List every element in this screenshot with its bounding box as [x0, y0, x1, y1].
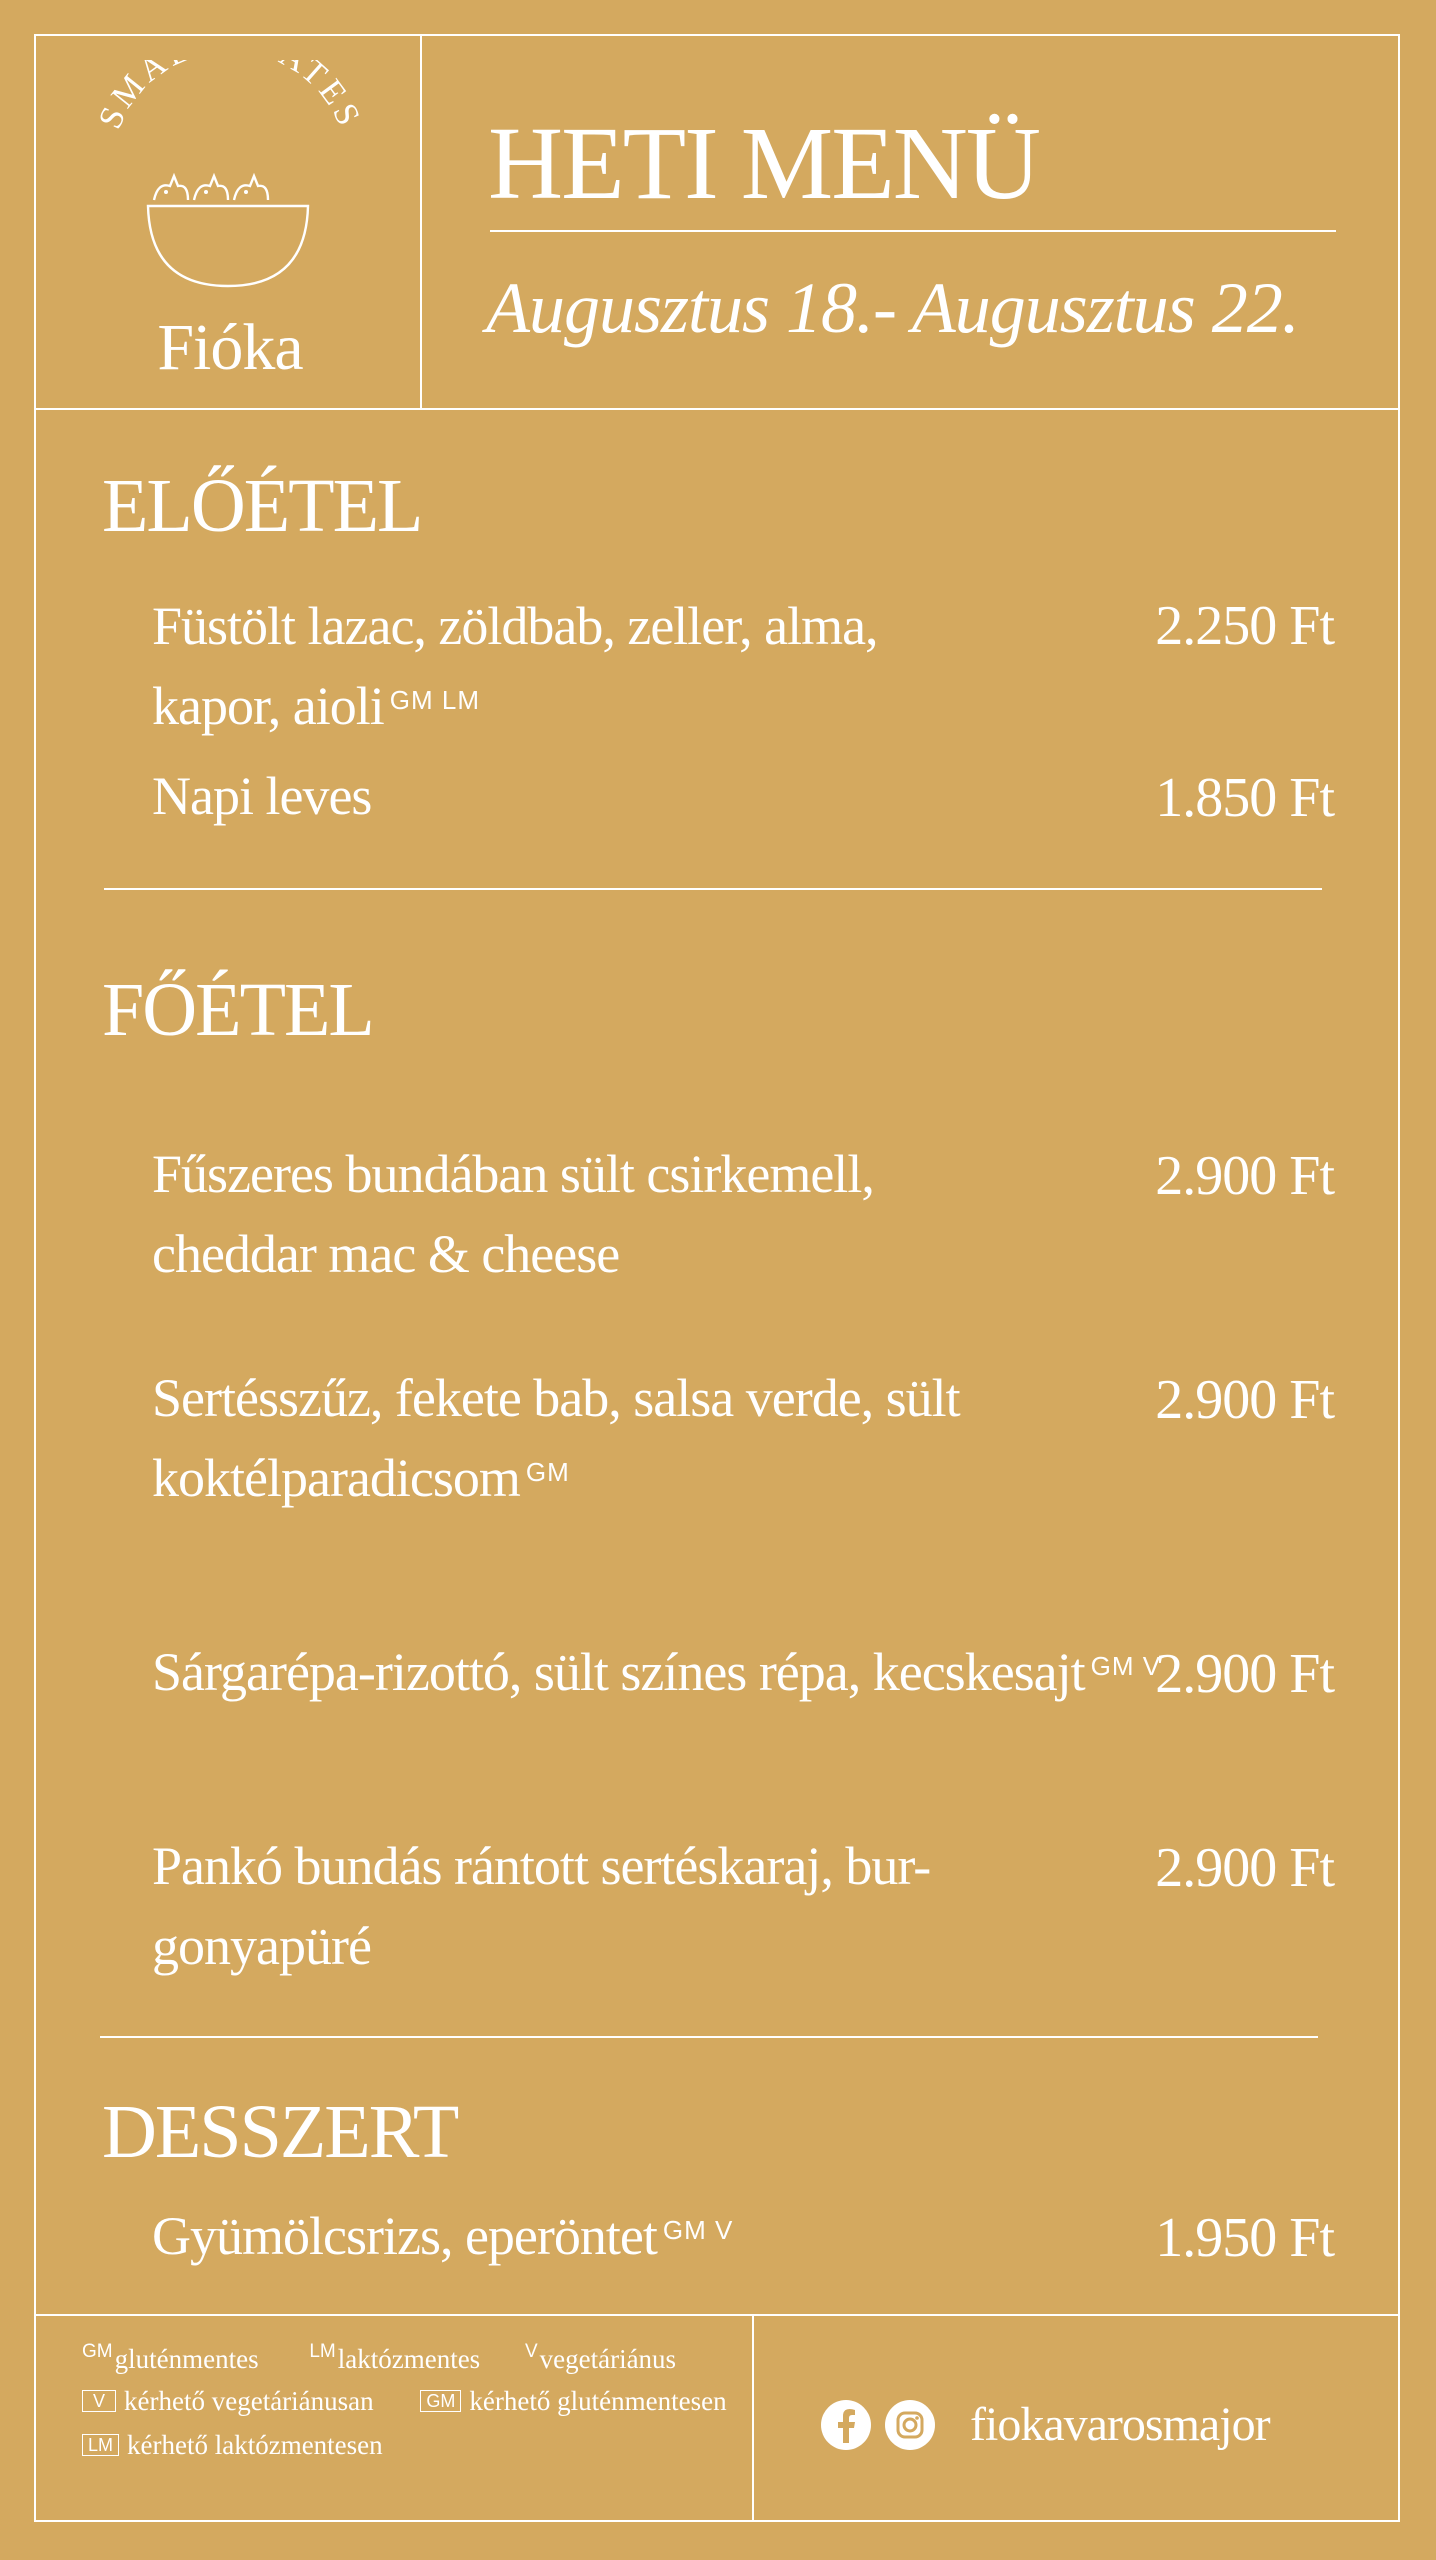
diet-tags: GM	[525, 1457, 570, 1487]
menu-item	[152, 1826, 930, 1986]
title-underline	[490, 230, 1336, 232]
social-handle[interactable]: fiokavarosmajor	[970, 2398, 1270, 2451]
item-name: Fűszeres bundában sült csirkemell,	[152, 1144, 874, 1204]
legend-gm: $^{GM}$gluténmentes	[82, 2341, 259, 2374]
item-price: 2.900 Ft	[1155, 1145, 1334, 1207]
legend-lm: $^{LM}$laktózmentes	[309, 2341, 481, 2374]
logo-name: Fióka	[157, 311, 303, 384]
legend-v: $^V$vegetáriánus	[524, 2341, 677, 2374]
legend-lm-optional: LM kérhető laktózmentesen	[82, 2430, 383, 2460]
item-name: Sertésszűz, fekete bab, salsa verde, sült	[152, 1368, 960, 1428]
item-price: 2.250 Ft	[1155, 595, 1334, 657]
item-name-cont: cheddar mac & cheese	[152, 1224, 620, 1284]
menu-item	[152, 586, 878, 746]
item-name: Füstölt lazac, zöldbab, zeller, alma,	[152, 596, 878, 656]
date-range: Augusztus 18.- Augusztus 22.	[486, 268, 1299, 348]
menu-item	[152, 1632, 1161, 1712]
section-divider	[104, 888, 1322, 890]
diet-tags: GM LM	[389, 685, 480, 715]
item-price: 2.900 Ft	[1155, 1837, 1334, 1899]
item-name: Pankó bundás rántott sertéskaraj, bur-	[152, 1836, 931, 1896]
logo-arc-text: SMA TES	[91, 60, 369, 135]
item-name-cont: gonyapüré	[152, 1916, 371, 1976]
menu-item	[152, 2196, 733, 2276]
footer-divider	[34, 2314, 1400, 2316]
legend-v-optional: V kérhető vegetáriánusan	[82, 2386, 374, 2416]
item-price: 1.950 Ft	[1155, 2207, 1334, 2269]
item-name: Napi leves	[152, 766, 372, 826]
diet-tags: GM V	[662, 2215, 734, 2245]
section-divider	[100, 2036, 1318, 2038]
logo	[80, 60, 380, 390]
section-title-starter: ELŐÉTEL	[102, 464, 422, 548]
instagram-icon[interactable]	[884, 2399, 936, 2451]
item-name: Gyümölcsrizs, eperöntet $^{GM V}$	[152, 2206, 734, 2266]
legend-gm-optional: GM kérhető gluténmentesen	[420, 2386, 726, 2416]
item-price: 1.850 Ft	[1155, 767, 1334, 829]
footer-column-divider	[752, 2314, 754, 2522]
facebook-icon[interactable]	[820, 2399, 872, 2451]
svg-text:SMALL PLATES	[92, 60, 369, 134]
item-price: 2.900 Ft	[1155, 1643, 1334, 1705]
page-title: HETI MENÜ	[488, 106, 1040, 221]
item-name: Sárgarépa-rizottó, sült színes répa, kecskesajt $^{GM V}$	[152, 1642, 1162, 1702]
item-name-cont: koktélparadicsom $^{GM}$	[152, 1448, 570, 1508]
header-divider	[34, 408, 1400, 410]
logo-divider	[420, 34, 422, 410]
section-title-dessert: DESSZERT	[102, 2090, 458, 2174]
diet-tags: GM V	[1090, 1651, 1162, 1681]
section-title-main: FŐÉTEL	[102, 968, 373, 1052]
social-bar	[820, 2390, 1270, 2460]
item-price: 2.900 Ft	[1155, 1369, 1334, 1431]
menu-item	[152, 1358, 960, 1518]
legend	[82, 2341, 727, 2476]
menu-item	[152, 1134, 874, 1294]
menu-item	[152, 756, 371, 836]
item-name-cont: kapor, aioli $^{GM LM}$	[152, 676, 480, 736]
